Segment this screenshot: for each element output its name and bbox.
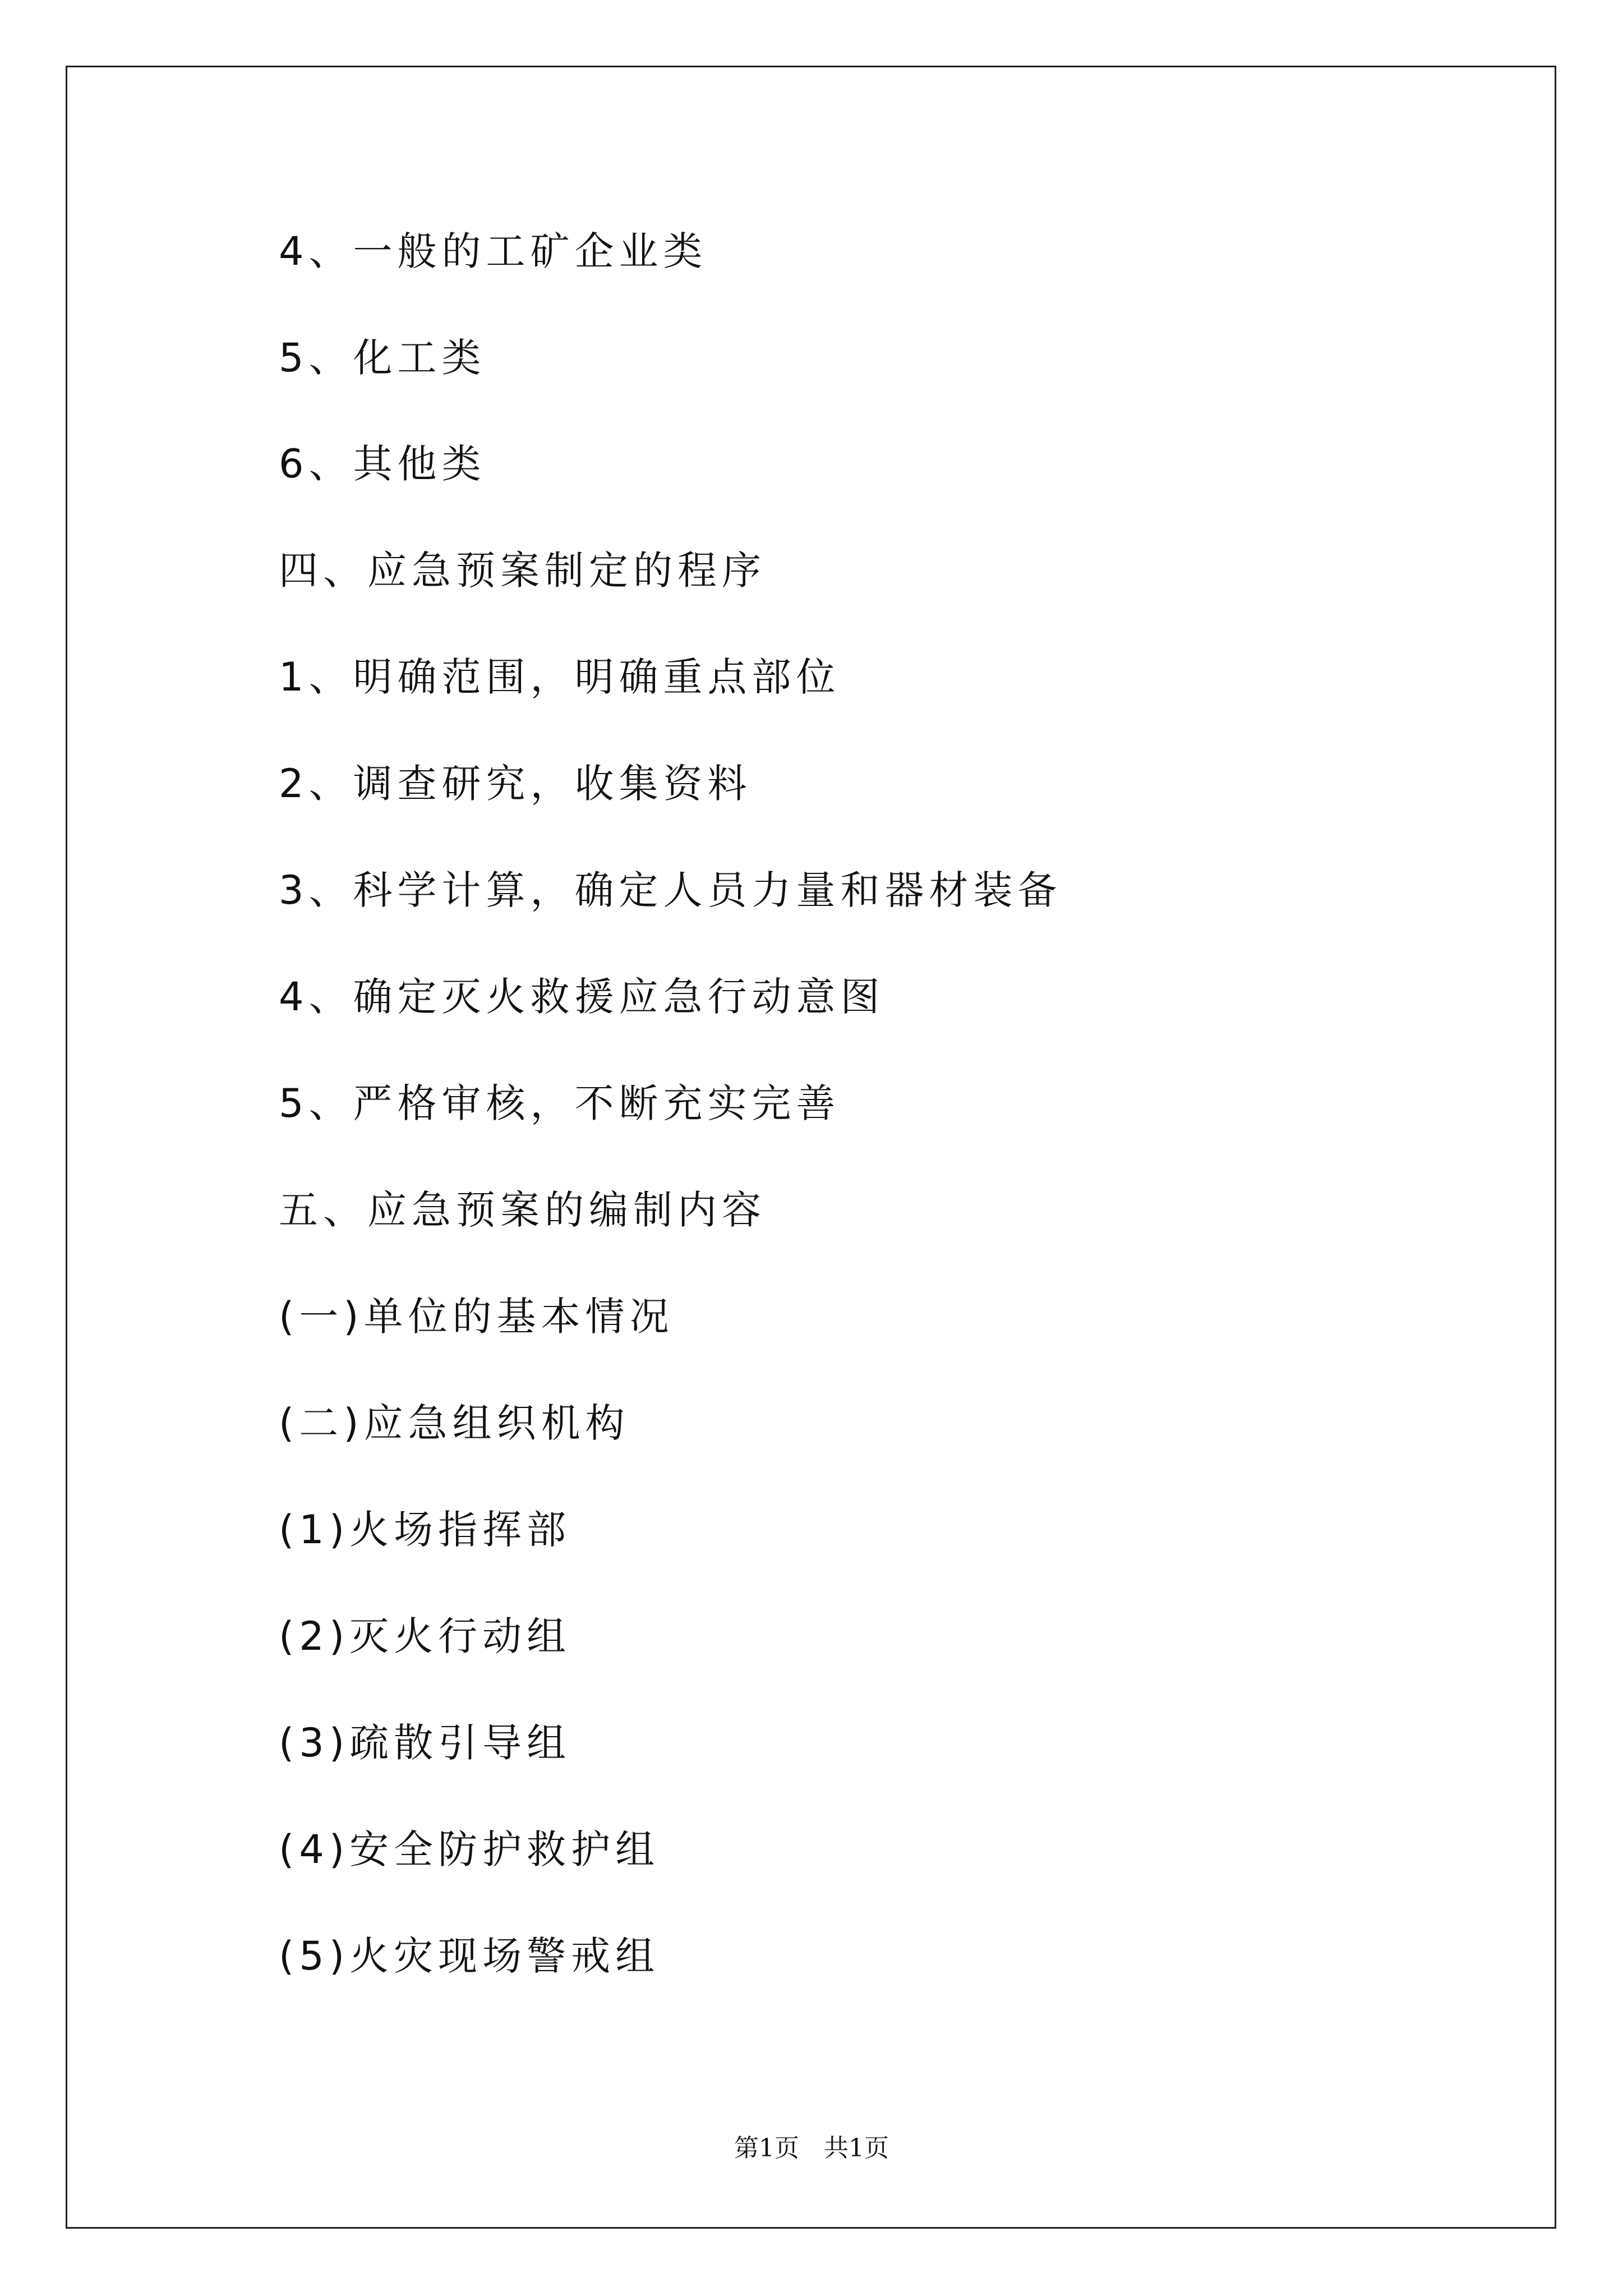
list-item: 4、确定灭火救援应急行动意图 xyxy=(279,974,885,1020)
list-item: 5、化工类 xyxy=(279,335,486,381)
page-footer: 第1页 共1页 xyxy=(734,2134,889,2162)
list-item: 3、科学计算，确定人员力量和器材装备 xyxy=(279,867,1062,913)
list-item: (2)灭火行动组 xyxy=(279,1613,571,1659)
list-item: 6、其他类 xyxy=(279,441,486,487)
section-heading: 五、应急预案的编制内容 xyxy=(279,1187,766,1233)
subsection-heading: (二)应急组织机构 xyxy=(279,1400,630,1446)
list-item: 5、严格审核，不断充实完善 xyxy=(279,1080,841,1126)
list-item: (1)火场指挥部 xyxy=(279,1507,571,1553)
list-item: 4、一般的工矿企业类 xyxy=(279,228,708,274)
list-item: (3)疏散引导组 xyxy=(279,1720,571,1766)
subsection-heading: (一)单位的基本情况 xyxy=(279,1294,674,1340)
list-item: (5)火灾现场警戒组 xyxy=(279,1933,660,1979)
page-border xyxy=(66,66,1556,2229)
section-heading: 四、应急预案制定的程序 xyxy=(279,547,766,593)
list-item: 2、调查研究，收集资料 xyxy=(279,761,752,807)
list-item: 1、明确范围，明确重点部位 xyxy=(279,654,841,700)
list-item: (4)安全防护救护组 xyxy=(279,1826,660,1872)
